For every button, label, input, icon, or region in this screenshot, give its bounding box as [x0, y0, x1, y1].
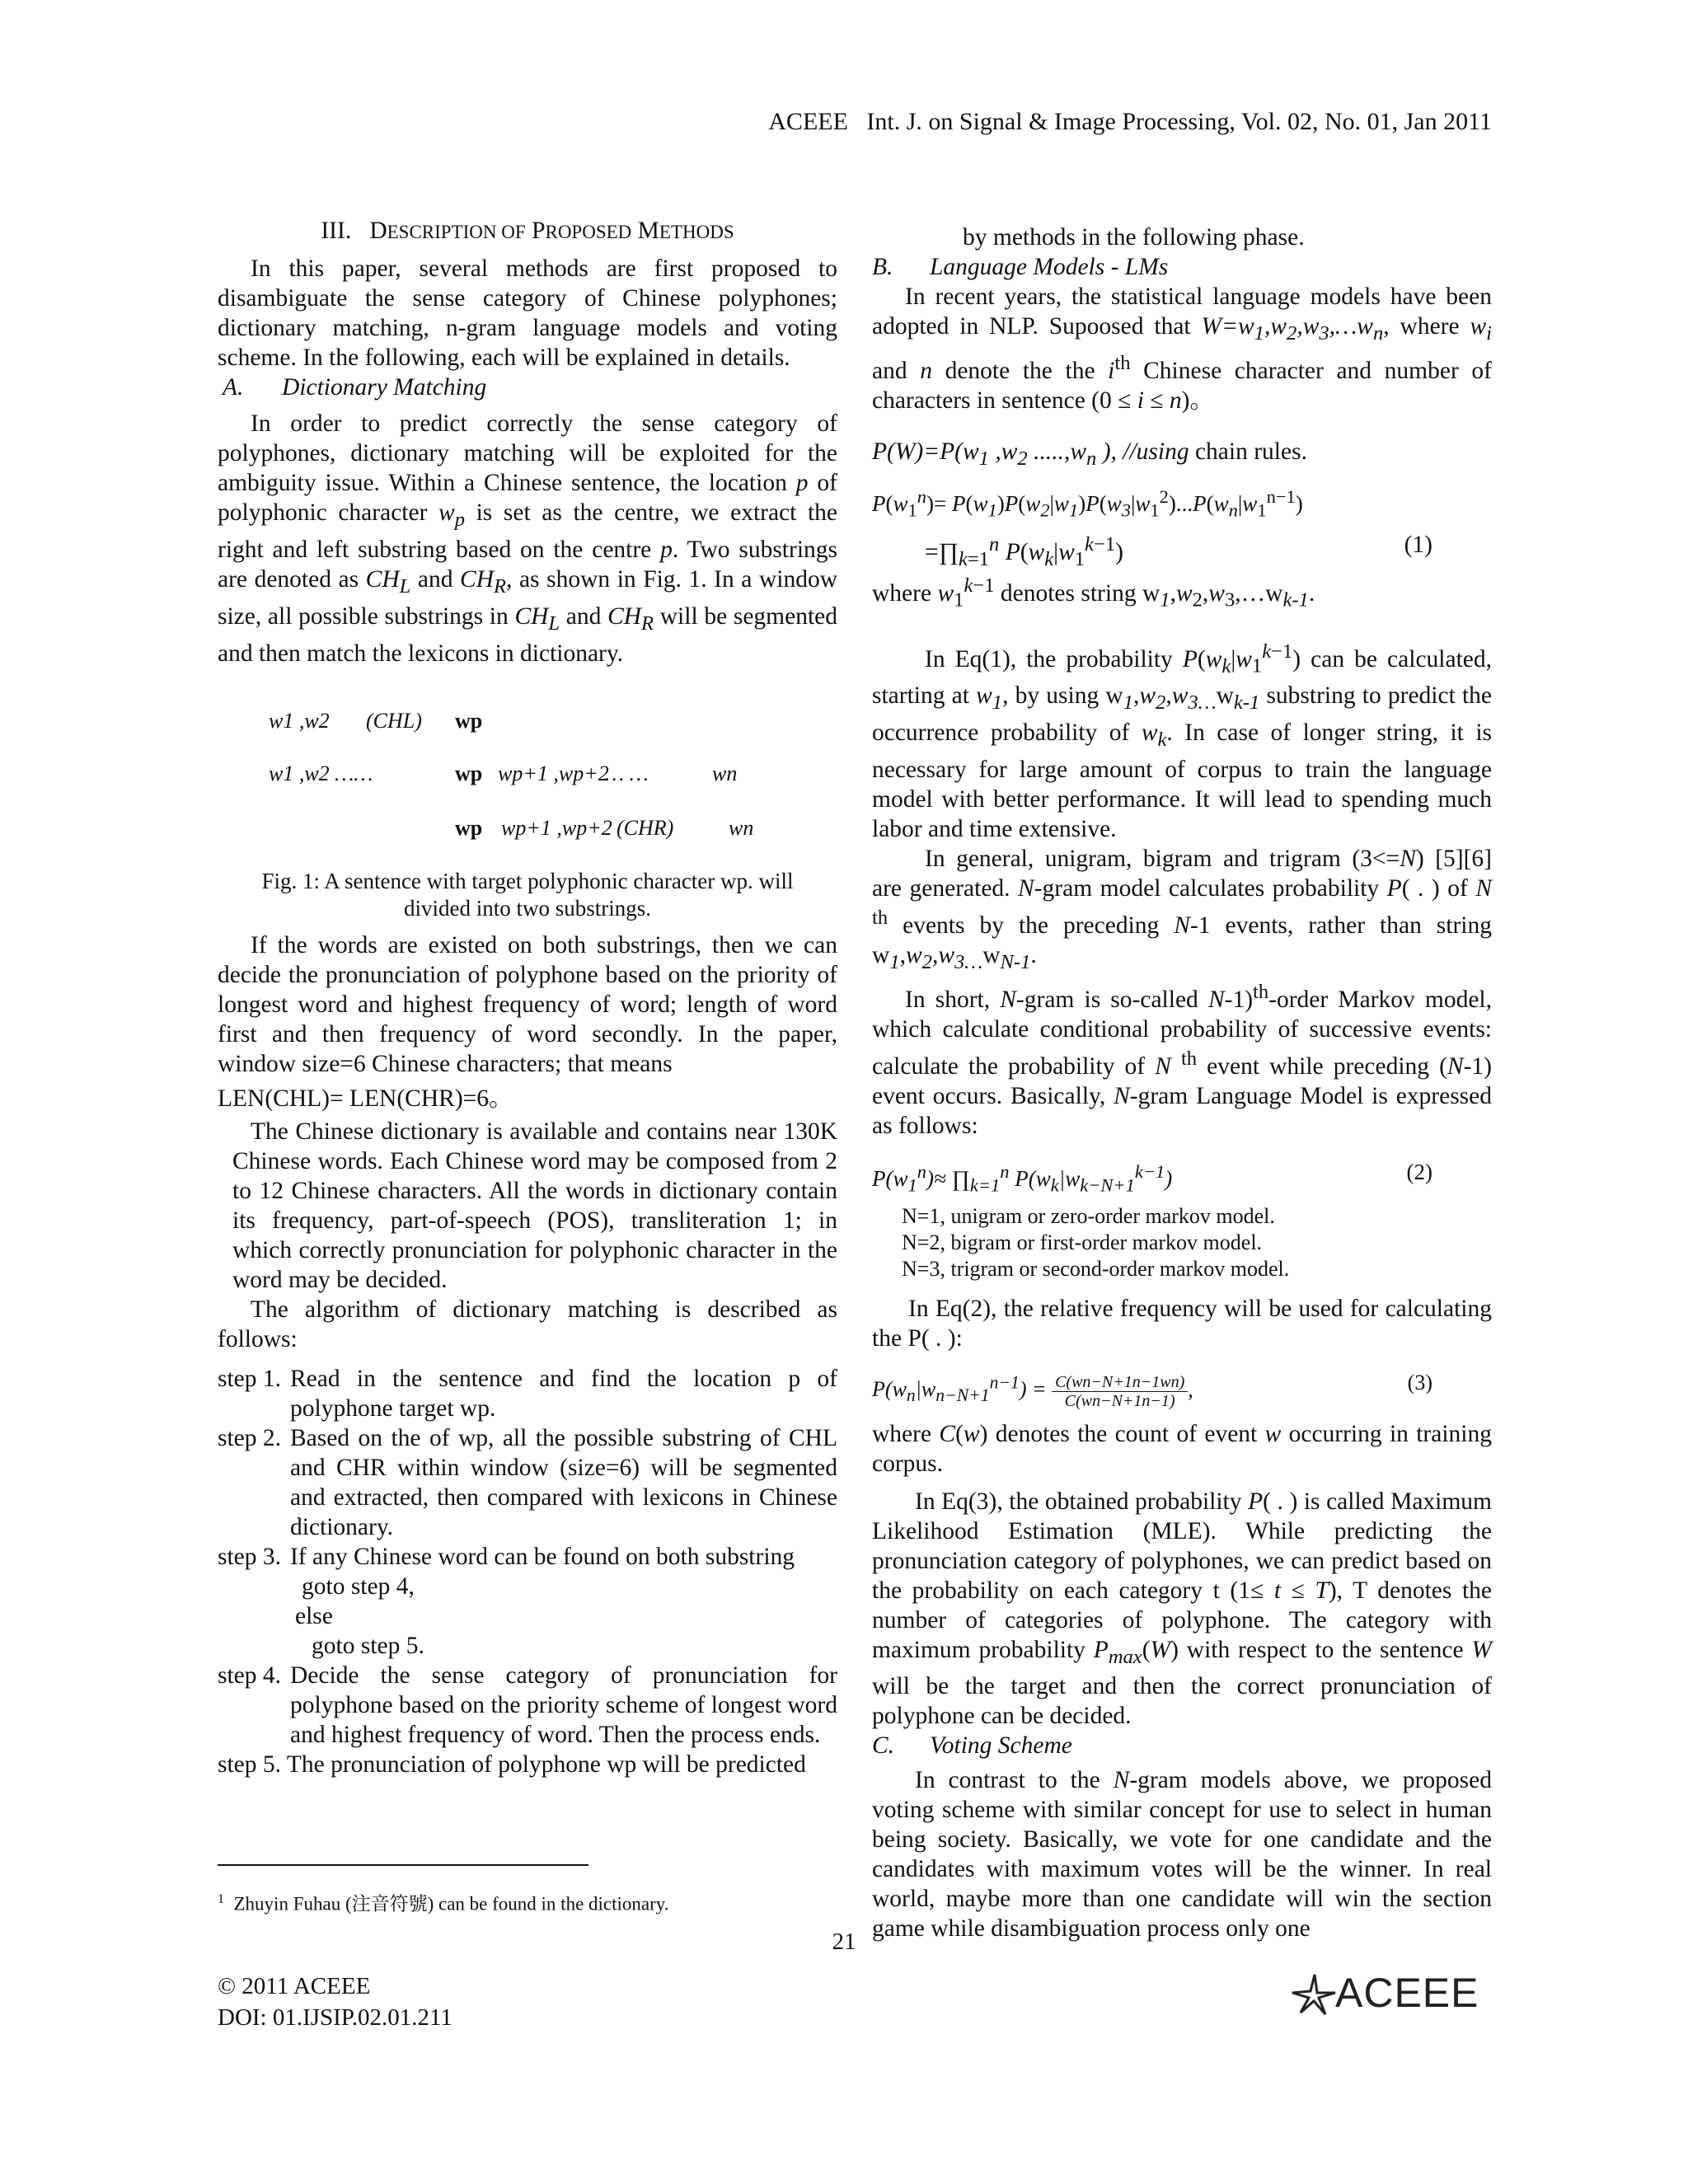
equation-chain-rule: $P(W)=P(w_1$ $,w_2$ $.....,w_n$ ), //using chain rules.: [872, 438, 1307, 470]
section-heading: III. DESCRIPTION OF PROPOSED METHODS: [321, 218, 734, 244]
equation-1-number: (1): [1404, 532, 1432, 558]
fig-r2c: wp+1 ,wp+2: [498, 761, 609, 785]
equation-2: $P(w_1^n)\approx$ $\prod_{k=1}^n$ $P(w_k|w_{k-N+1}^{k-1})$ (2): [872, 1157, 1492, 1193]
right-column: [872, 216, 1492, 1943]
footnote: $^1$ Zhuyin Fuhau (注音符號) can be found in the dictionary.: [218, 1892, 669, 1915]
paragraph-voting: In contrast to the N-gram models above, we proposed voting scheme with similar concept for use to select in human being society. Basically, we vote for one candidate and the candidates with maximum votes will be the winner. In real world, maybe more than one candidate will win the section game while disambiguation process only one: [872, 1767, 1492, 1943]
fig-r2d: … …: [605, 761, 649, 785]
subsection-heading-b: B. Language Models - LMs: [872, 254, 1169, 280]
ngram-order-list: [872, 1203, 1492, 1282]
fig-r3d: wn: [729, 815, 754, 840]
paragraph-mle: In Eq(3), the obtained probability P( . ) is called Maximum Likelihood Estimation (MLE). While predicting the pronunciation category of polyphones, we can predict based on the probability on each category t (1≤ t ≤ T), T denotes the number of categories of polyphone. The category with maximum probability $P_{max}(W)$ with respect to the sentence W will be the target and then the correct pronunciation of polyphone can be decided.: [872, 1488, 1492, 1730]
equation-3: $P(w_n|w_{n-N+1}^{n-1})$ = $\frac{C(wn-N+1n-1wn)}{C(wn-N+1n-1)}$ , (3): [872, 1368, 1492, 1414]
step-3-else: else: [295, 1602, 333, 1629]
step-1: step 1. Read in the sentence and find the location p of polyphone target wp.: [218, 1365, 837, 1422]
footnote-rule: [218, 1864, 588, 1866]
paragraph-substrings: If the words are existed on both substrings, then we can decide the pronunciation of polyphone based on the priority of longest word and highest frequency of word; length of word first and then frequency of word secondly. In the paper, window size=6 Chinese characters; that means: [218, 931, 837, 1077]
copyright: © 2011 ACEEE: [218, 1973, 371, 1999]
fig-r2a: w1 ,w2 ……: [269, 761, 373, 785]
len-equation: LEN(CHL)= LEN(CHR)=6。: [218, 1085, 513, 1112]
paragraph-eq2: In Eq(2), the relative frequency will be used for calculating the P( . ):: [872, 1295, 1492, 1352]
paragraph-ngram: In general, unigram, bigram and trigram (3<=N) [5][6] are generated. N-gram model calculates probability P( . ) of N $^{th}$ events by the preceding N-1 events, rather than string $w_1,w_2,w_{3\dots}w_{N-1}$.: [872, 846, 1493, 973]
aceee-logo: ACEEE: [1286, 1968, 1500, 2018]
equation-3-fraction: $\frac{C(wn-N+1n-1wn)}{C(wn-N+1n-1)}$: [1052, 1373, 1188, 1410]
dm-text-html: In order to predict correctly the sense category of polyphones, dictionary matching will be exploited for the ambiguity issue. Within a Chinese sentence, the location p of polyphonic character $w_p$ is set as the centre, we extract the right and left substring based on the centre p. Two substrings are denoted as $CH_L$ and $CH_R$, as shown in Fig. 1. In a window size, all possible substrings in $CH_L$ and $CH_R$ will be segmented and then match the lexicons in dictionary.: [218, 410, 838, 667]
subsection-heading-c: C. Voting Scheme: [872, 1732, 1072, 1760]
paragraph-algorithm: The algorithm of dictionary matching is described as follows:: [218, 1296, 837, 1352]
fig-r2b: wp: [455, 761, 483, 785]
left-column: [218, 216, 837, 1779]
step-2: step 2. Based on the of wp, all the possible substring of CHL and CHR within window (size=6) will be segmented and extracted, then compared with lexicons in Chinese dictionary.: [218, 1424, 837, 1540]
doi: DOI: 01.IJSIP.02.01.211: [218, 2004, 452, 2031]
paragraph-count: where C(w) denotes the count of event w occurring in training corpus.: [872, 1420, 1492, 1477]
equation-3-number: (3): [1407, 1370, 1432, 1394]
paragraph-dictionary: The Chinese dictionary is available and contains near 130K Chinese words. Each Chinese word may be composed from 2 to 12 Chinese characters. All the words in dictionary contain its frequency, part-of-speech (POS), transliteration 1; in which correctly pronunciation for polyphonic character in the word may be decided.: [232, 1118, 837, 1293]
step-3-goto-5: goto step 5.: [312, 1632, 424, 1659]
paragraph-lm-intro: In recent years, the statistical language models have been adopted in NLP. Supoosed that $W=w_1,w_2,w_3,\dots w_n$, where $w_i$ and n denote the the $i^{th}$ Chinese character and number of characters in sentence (0 ≤ i ≤ n)。: [872, 284, 1492, 414]
paragraph-eq1: In Eq(1), the probability $P(w_k|w_1^{k-1})$ can be calculated, starting at $w_1$, by using $w_1,w_2,w_{3\dots}w_{k-1}$ substring to predict the occurrence probability of $w_k$. In case of longer string, it is necessary for large amount of corpus to train the language model with better performance. It will lead to spending much labor and time extensive.: [872, 640, 1492, 843]
figure-1-caption: Fig. 1: A sentence with target polyphonic character wp. will divided into two substrings.: [261, 868, 794, 921]
step-3-goto-4: goto step 4,: [302, 1572, 415, 1600]
equation-1: $=\prod_{k=1}^n$ $P(w_k|w_1^{k-1})$ (1): [925, 532, 1432, 570]
step-3: step 3. If any Chinese word can be found on both substring: [218, 1543, 795, 1570]
equation-1a: $P(w_1^n)= P(w_1)P(w_2|w_1)P(w_3|w_1^2)...P(w_n|w_1^{n-1})$: [872, 485, 1303, 520]
fig-r1c: wp: [455, 708, 483, 733]
step-5: step 5. The pronunciation of polyphone wp will be predicted: [218, 1750, 806, 1778]
fig-r2e: wn: [712, 761, 738, 785]
figure-1: [218, 706, 837, 863]
fig-r3a: wp: [455, 815, 483, 840]
fig-r1a: w1 ,w2: [269, 708, 330, 733]
running-header: ACEEE Int. J. on Signal & Image Processing, Vol. 02, No. 01, Jan 2011: [768, 108, 1492, 135]
ngram-order-item: N=3, trigram or second-order markov model.: [902, 1256, 1290, 1281]
fig-r3b: wp+1 ,wp+2: [501, 815, 612, 840]
page-number: 21: [832, 1929, 856, 1955]
equation-2-number: (2): [1406, 1159, 1432, 1184]
subsection-heading-a: A. Dictionary Matching: [223, 374, 487, 401]
continuation-line: by methods in the following phase.: [963, 224, 1305, 251]
fig-r1b: (CHL): [366, 708, 422, 733]
paragraph-markov: In short, N-gram is so-called N-1)$^{th}$-order Markov model, which calculate conditional probability of successive events: calculate the probability of N $^{th}$ event while preceding (N-1) event occurs. Basically, N-gram Language Model is expressed as follows:: [872, 980, 1493, 1139]
step-4: step 4. Decide the sense category of pronunciation for polyphone based on the priority scheme of longest word and highest frequency of word. Then the process ends.: [218, 1661, 837, 1748]
paragraph-intro: In this paper, several methods are first proposed to disambiguate the sense category of Chinese polyphones; dictionary matching, n-gram language models and voting scheme. In the following, each will be explained in details.: [218, 255, 837, 371]
ngram-order-item: N=1, unigram or zero-order markov model.: [902, 1203, 1275, 1228]
equation-1-where: where $w_1^{k-1}$ denotes string $w_1,w_2,w_3,\dots w_{k-1}$.: [872, 574, 1315, 612]
paragraph-dictionary-matching: [218, 409, 837, 668]
ngram-order-item: N=2, bigram or first-order markov model.: [902, 1230, 1263, 1254]
fig-r3c: (CHR): [617, 815, 674, 840]
